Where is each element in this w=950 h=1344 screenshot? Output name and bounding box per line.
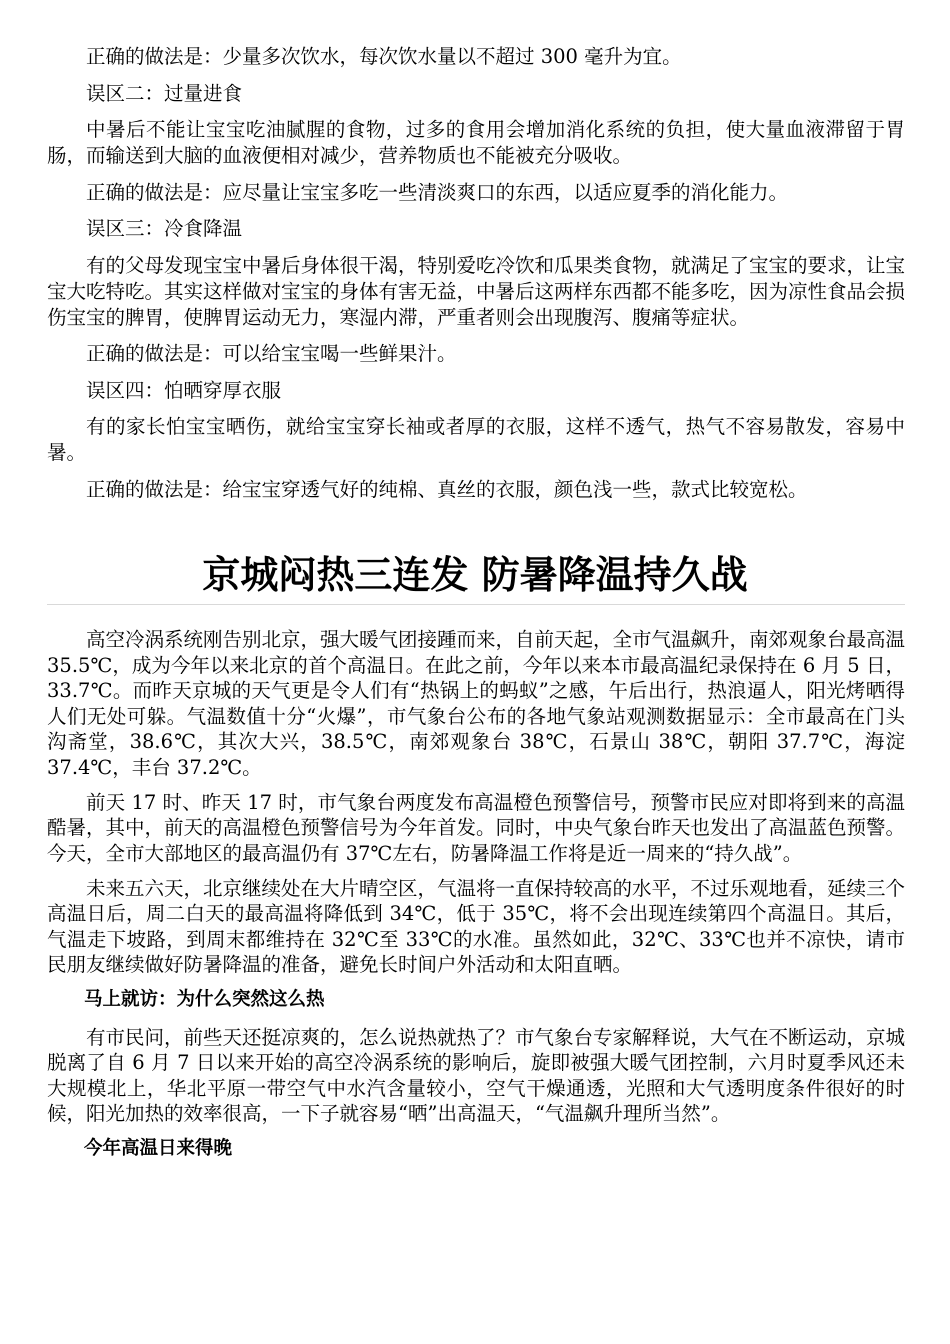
body-paragraph: 前天 17 时、昨天 17 时，市气象台两度发布高温橙色预警信号，预警市民应对即将到来的高温酷暑，其中，前天的高温橙色预警信号为今年首发。同时，中央气象台昨天也发出了高温蓝色预警。今天，全市大部地区的最高温仍有 37℃左右，防暑降温工作将是近一周来的“持久战”。 [47,790,906,865]
body-paragraph: 有市民问，前些天还挺凉爽的，怎么说热就热了？市气象台专家解释说，大气在不断运动，京城脱离了自 6 月 7 日以来开始的高空冷涡系统的影响后，旋即被强大暖气团控制，六月时夏季风还未大规模北上，华北平原一带空气中水汽含量较小，空气干燥通透，光照和大气透明度条件很好的时候，阳光加热的效率很高，一下子就容易“晒”出高温天，“气温飙升理所当然”。 [47,1025,906,1125]
subheading: 马上就访：为什么突然这么热 [84,989,325,1010]
title-divider [47,604,905,605]
myth-heading: 误区三：冷食降温 [86,217,243,240]
body-paragraph: 有的父母发现宝宝中暑后身体很干渴，特别爱吃冷饮和瓜果类食物，就满足了宝宝的要求，让宝宝大吃特吃。其实这样做对宝宝的身体有害无益，中暑后这两样东西都不能多吃，因为凉性食品会损伤宝宝的脾胃，使脾胃运动无力，寒湿内滞，严重者则会出现腹泻、腹痛等症状。 [47,253,906,329]
myth-heading: 误区二：过量进食 [86,81,243,105]
myth-heading: 误区四：怕晒穿厚衣服 [86,378,282,402]
body-paragraph: 高空冷涡系统刚告别北京，强大暖气团接踵而来，自前天起，全市气温飙升，南郊观象台最高温 35.5℃，成为今年以来北京的首个高温日。在此之前，今年以来本市最高温纪录保持在 6 月 5 日，33.7℃。而昨天京城的天气更是令人们有“热锅上的蚂蚁”之感，午后出行，热浪逼人，阳光烤晒得人们无处可躲。气温数值十分“火爆”，市气象台公布的各地气象站观测数据显示：全市最高在门头沟斋堂，38.6℃，其次大兴，38.5℃，南郊观象台 38℃，石景山 38℃，朝阳 37.7℃，海淀 37.4℃，丰台 37.2℃。 [47,628,906,779]
article-body [47,627,905,1174]
body-paragraph: 未来五六天，北京继续处在大片晴空区，气温将一直保持较高的水平，不过乐观地看，延续三个高温日后，周二白天的最高温将降低到 34℃，低于 35℃，将不会出现连续第四个高温日。其后，气温走下坡路，到周末都维持在 32℃至 33℃的水准。虽然如此，32℃、33℃也并不凉快，请市民朋友继续做好防暑降温的准备，避免长时间户外活动和太阳直晒。 [47,876,906,976]
body-paragraph: 有的家长怕宝宝晒伤，就给宝宝穿长袖或者厚的衣服，这样不透气，热气不容易散发，容易中暑。 [47,415,905,464]
body-paragraph: 中暑后不能让宝宝吃油腻腥的食物，过多的食用会增加消化系统的负担，使大量血液滞留于胃肠，而输送到大脑的血液便相对减少，营养物质也不能被充分吸收。 [47,118,905,167]
article-title: 京城闷热三连发 防暑降温持久战 [202,553,748,597]
subheading: 今年高温日来得晚 [84,1138,233,1159]
correct-method-paragraph: 正确的做法是：应尽量让宝宝多吃一些清淡爽口的东西，以适应夏季的消化能力。 [86,180,789,204]
correct-method-paragraph: 正确的做法是：少量多次饮水，每次饮水量以不超过 300 毫升为宜。 [86,45,682,68]
summer-myths-section [47,44,905,513]
correct-method-paragraph: 正确的做法是：给宝宝穿透气好的纯棉、真丝的衣服，颜色浅一些，款式比较宽松。 [86,477,808,501]
correct-method-paragraph: 正确的做法是：可以给宝宝喝一些鲜果汁。 [86,342,457,365]
